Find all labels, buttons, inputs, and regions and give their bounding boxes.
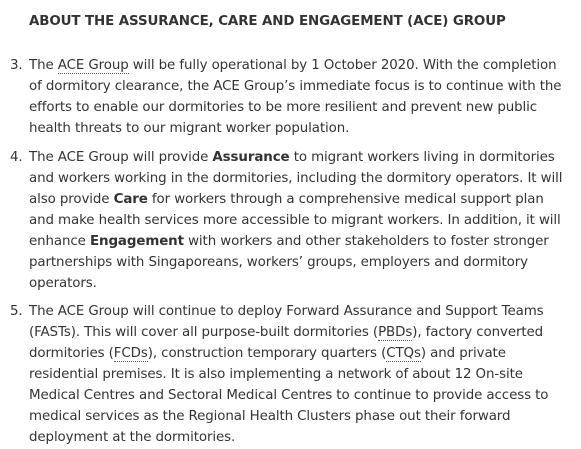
- text-run: The ACE Group will provide: [29, 150, 213, 165]
- list-item-number: 4.: [10, 150, 23, 165]
- bold-term: Care: [113, 192, 148, 207]
- bold-term: Engagement: [89, 234, 184, 249]
- text-run: The ACE Group will continue to deploy Forward Assurance and Support Teams (FASTs). This will cover all purpose-built dormitories (: [29, 304, 544, 340]
- section-heading: ABOUT THE ASSURANCE, CARE AND ENGAGEMENT (ACE) GROUP: [29, 14, 506, 29]
- list-item-text: [29, 55, 571, 139]
- bold-term: Assurance: [212, 150, 290, 165]
- list-item: [10, 55, 571, 139]
- abbreviation[interactable]: ACE Group: [57, 58, 129, 73]
- text-run: ) and private residential premises. It is also implementing a network of about 12 On-site Medical Centres and Sectoral Medical Centres to continue to provide access to medical services as the Regional Health Clusters phase out their forward deployment at the dormitories.: [29, 346, 549, 445]
- text-run: will be fully operational by 1 October 2020. With the completion of dormitory clearance, the ACE Group’s immediate focus is to continue with the efforts to enable our dormitories to be more resilient and prevent new public health threats to our migrant worker population.: [29, 58, 562, 136]
- list-item: [10, 301, 571, 448]
- text-run: The: [29, 58, 58, 73]
- text-run: ), construction temporary quarters (: [147, 346, 387, 361]
- list-item-text: [29, 147, 571, 294]
- list-item: [10, 147, 571, 294]
- abbreviation[interactable]: FCDs: [113, 346, 148, 361]
- abbreviation[interactable]: CTQs: [386, 346, 421, 361]
- list-item-number: 5.: [10, 304, 23, 319]
- text-run: ), factory converted dormitories (: [29, 325, 544, 361]
- text-run: to migrant workers living in dormitories and workers working in the dormitories, including the dormitory operators. It will also provide: [29, 150, 563, 207]
- list-item-text: [29, 301, 571, 448]
- list-item-number: 3.: [10, 58, 23, 73]
- abbreviation[interactable]: PBDs: [378, 325, 413, 340]
- text-run: with workers and other stakeholders to foster stronger partnerships with Singaporeans, workers’ groups, employers and dormitory operators.: [29, 234, 549, 291]
- text-run: for workers through a comprehensive medical support plan and make health services more accessible to migrant workers. In addition, it will enhance: [29, 192, 561, 249]
